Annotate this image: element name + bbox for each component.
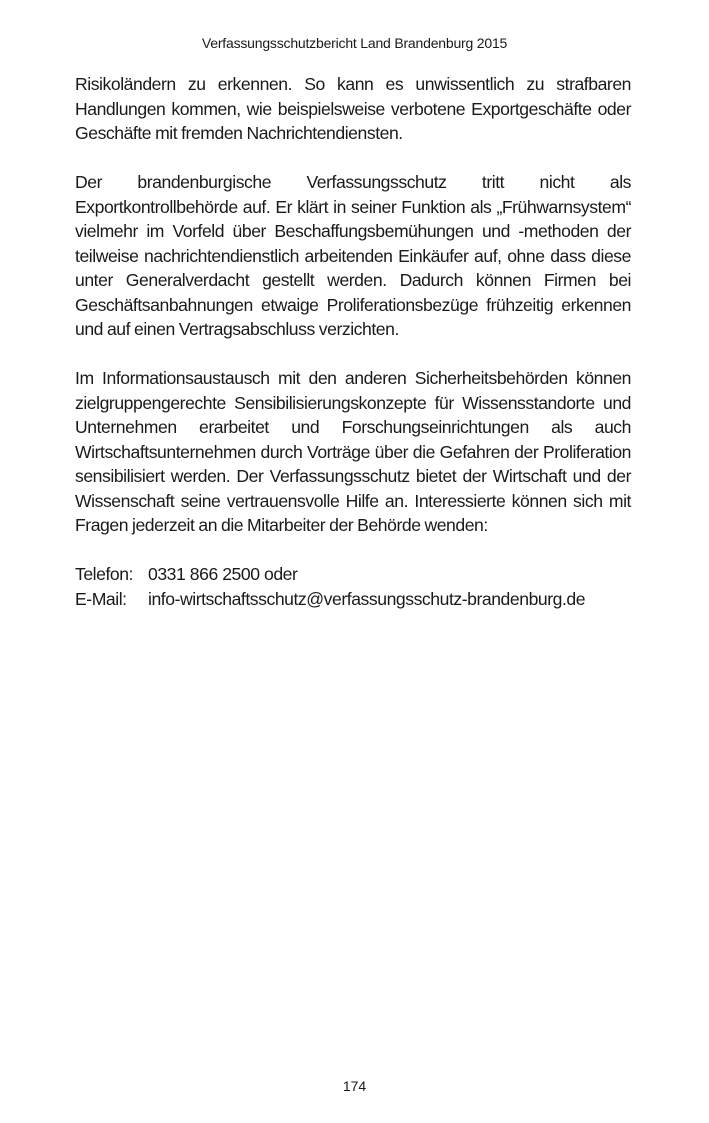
body-text bbox=[75, 72, 631, 611]
phone-label: Telefon: bbox=[75, 564, 134, 584]
paragraph-early-warning: Der brandenburgische Verfassungsschutz tritt nicht als Exportkontrollbehörde auf. Er klärt in seiner Funktion als „Frühwarnsystem“ vielmehr im Vorfeld über Beschaffungsbemühungen und -methoden der teilweise nachrichtendienstlich arbeitenden Einkäufer auf, ohne dass diese unter Generalverdacht gestellt werden. Dadurch können Firmen bei Geschäftsanbahnungen etwaige Proliferationsbezüge frühzeitig erkennen und auf einen Vertragsabschluss verzichten. bbox=[75, 172, 631, 339]
paragraph-information-exchange: Im Informationsaustausch mit den anderen Sicherheitsbehörden können zielgruppengerechte Sensibilisierungskonzepte für Wissensstandorte und Unternehmen erarbeitet und Forschungseinrichtungen als auch Wirtschaftsunternehmen durch Vorträge über die Gefahren der Proliferation sensibilisiert werden. Der Verfassungsschutz bietet der Wirtschaft und der Wissenschaft seine vertrauensvolle Hilfe an. Interessierte können sich mit Fragen jederzeit an die Mitarbeiter der Behörde wenden: bbox=[75, 368, 631, 535]
contact-phone-row bbox=[75, 562, 631, 587]
contact-email-row bbox=[75, 587, 631, 612]
phone-value: 0331 866 2500 oder bbox=[148, 564, 298, 584]
email-label: E-Mail: bbox=[75, 588, 127, 609]
paragraph-risk-countries: Risikoländern zu erkennen. So kann es unwissentlich zu strafbaren Handlungen kommen, wie beispielsweise verbotene Exportgeschäfte oder Geschäfte mit fremden Nachrichtendiensten. bbox=[75, 74, 631, 143]
contact-block bbox=[75, 562, 631, 611]
email-value: info-wirtschaftsschutz@verfassungsschutz-brandenburg.de bbox=[148, 588, 586, 609]
page-number: 174 bbox=[342, 1078, 367, 1094]
running-header: Verfassungsschutzbericht Land Brandenburg 2015 bbox=[201, 35, 508, 51]
